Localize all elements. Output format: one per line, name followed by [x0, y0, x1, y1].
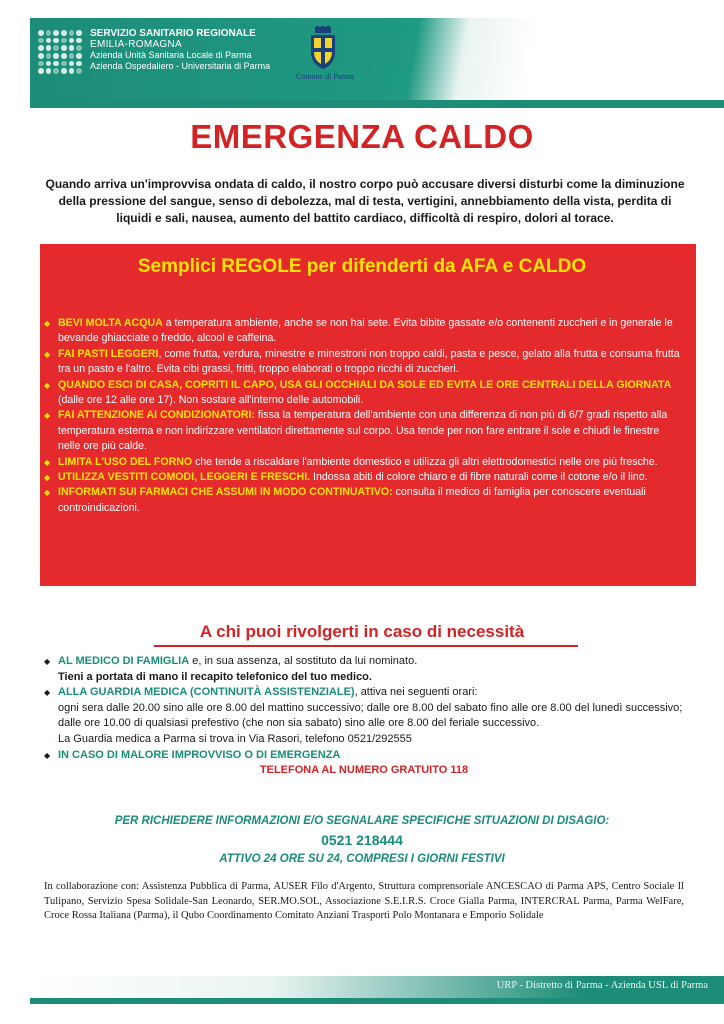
- intro-text: Quando arriva un'improvvisa ondata di caldo, il nostro corpo può accusare diversi disturbi come la diminuzione della pressione del sangue, senso di debolezza, mal di testa, vertigini, annebbiamento della vista, perdita di liquidi e sali, nausea, aumento del battito cardiaco, difficoltà di respiro, dolori al torace.: [45, 177, 685, 225]
- coat-of-arms-icon: [306, 26, 340, 70]
- rule-head: QUANDO ESCI DI CASA, COPRITI IL CAPO, USA GLI OCCHIALI DA SOLE ED EVITA LE ORE CENTRALI DELLA GIORNATA: [58, 378, 672, 391]
- rule-head: INFORMATI SUI FARMACI CHE ASSUMI IN MODO CONTINUATIVO:: [58, 486, 393, 499]
- footer-bar: [30, 998, 724, 1004]
- footer-text: URP - Distretto di Parma - Azienda USL di Parma: [496, 980, 708, 991]
- rules-title: Semplici REGOLE per difenderti da AFA e CALDO: [137, 256, 587, 277]
- emergenza-head: IN CASO DI MALORE IMPROVVISO O DI EMERGENZA: [58, 748, 341, 761]
- contacts-underline: [154, 645, 578, 647]
- region-line3: Azienda Unità Sanitaria Locale di Parma: [90, 50, 252, 60]
- comune-label: Comune di Parma: [296, 72, 354, 81]
- contact-emergenza: [44, 748, 684, 764]
- rule-item: [44, 470, 684, 485]
- rule-head: LIMITA L'USO DEL FORNO: [58, 455, 193, 468]
- guardia-text: , attiva nei seguenti orari:: [354, 686, 478, 699]
- guardia-address: La Guardia medica a Parma si trova in Via Rasori, telefono 0521/292555: [58, 732, 412, 745]
- rule-head: FAI ATTENZIONE AI CONDIZIONATORI:: [58, 409, 255, 422]
- rule-item: [44, 485, 684, 516]
- rule-text: consulta il medico di famiglia per conoscere eventuali controindicazioni.: [58, 486, 646, 514]
- rule-text: a temperatura ambiente, anche se non hai sete. Evita bibite gassate e/o contenenti zuccheri e in generale le bevande ghiacciate o freddo, alcool e caffeina.: [58, 317, 673, 345]
- rule-text: Indossa abiti di colore chiaro e di fibre naturali come il cotone e/o il lino.: [310, 471, 648, 484]
- rule-text: (dalle ore 12 alle ore 17). Non sostare all'interno delle automobili.: [58, 394, 364, 407]
- header-bar: [30, 100, 724, 108]
- rule-text: che tende a riscaldare l'ambiente domestico e utilizza gli altri elettrodomestici nelle ore più fresche.: [192, 455, 658, 468]
- page-title: EMERGENZA CALDO: [190, 118, 534, 155]
- region-line1: SERVIZIO SANITARIO REGIONALE: [90, 28, 256, 39]
- comune-logo: [296, 26, 354, 81]
- rule-text: fissa la temperatura dell'ambiente con una differenza di non più di 6/7 gradi rispetto alla temperatura esterna e non indirizzare ventilatori direttamente sul corpo. Usa tende per non fare entrare il sole e chiudi le finestre nelle ore più calde.: [58, 409, 668, 453]
- guardia-head: ALLA GUARDIA MEDICA (CONTINUITÀ ASSISTENZIALE): [58, 686, 355, 699]
- ssr-logo-icon: [38, 30, 82, 74]
- contact-medico: [44, 654, 684, 670]
- medico-text: e, in sua assenza, al sostituto da lui nominato.: [189, 655, 418, 667]
- rule-item: [44, 347, 684, 378]
- rule-head: BEVI MOLTA ACQUA: [58, 317, 163, 329]
- contacts-section: [44, 654, 684, 779]
- footer-band: [30, 976, 724, 998]
- contact-guardia: [44, 685, 684, 701]
- region-block: [90, 28, 270, 72]
- medico-head: AL MEDICO DI FAMIGLIA: [58, 655, 190, 667]
- rule-item: [44, 316, 684, 347]
- emergenza-call: TELEFONA AL NUMERO GRATUITO 118: [259, 764, 469, 777]
- rules-list: [44, 316, 684, 516]
- guardia-hours: ogni sera dalle 20.00 sino alle ore 8.00 del mattino successivo; dalle ore 8.00 del sabato fino alle ore 8.00 del lunedì successivo; dalle ore 10.00 di qualsiasi prefestivo (che non sia sabato) sino alle ore 8.00 del feriale successivo.: [58, 701, 683, 730]
- rule-item: [44, 378, 684, 409]
- rule-head: FAI PASTI LEGGERI: [58, 347, 159, 360]
- rule-text: , come frutta, verdura, minestre e minestroni non troppo caldi, pasta e pesce, gelato alla frutta e consuma frutta tra un pasto e l'altro. Evita cibi grassi, fritti, troppo elaborati o troppo ricchi di zuccheri.: [58, 347, 680, 376]
- collaboration-text: In collaborazione con: Assistenza Pubblica di Parma, AUSER Filo d'Argento, Struttura comprensoriale ANCESCAO di Parma APS, Centro Sociale Il Tulipano, Servizio Spesa Solidale-San Leonardo, SER.MO.SOL, Associazione S.E.I.R.S. Croce Gialla Parma, INTERCRAL Parma, Parma WelFare, Croce Rossa Italiana (Parma), il Qubo Coordinamento Comitato Anziani Trasporti Polo Montanara e Emporio Solidale: [44, 881, 684, 922]
- info-line3: ATTIVO 24 ORE SU 24, COMPRESI I GIORNI FESTIVI: [219, 853, 505, 865]
- contacts-title: A chi puoi rivolgerti in caso di necessità: [199, 622, 525, 641]
- info-phone: 0521 218444: [321, 832, 403, 848]
- medico-note: Tieni a portata di mano il recapito telefonico del tuo medico.: [58, 670, 372, 683]
- rule-head: UTILIZZA VESTITI COMODI, LEGGERI E FRESCHI.: [58, 471, 311, 484]
- info-block: [0, 812, 724, 869]
- region-line4: Azienda Ospedaliero - Universitaria di Parma: [90, 61, 271, 71]
- rule-item: [44, 408, 684, 454]
- region-line2: EMILIA-ROMAGNA: [90, 39, 182, 50]
- rule-item: [44, 455, 684, 470]
- info-line1: PER RICHIEDERE INFORMAZIONI E/O SEGNALARE SPECIFICHE SITUAZIONI DI DISAGIO:: [114, 815, 610, 827]
